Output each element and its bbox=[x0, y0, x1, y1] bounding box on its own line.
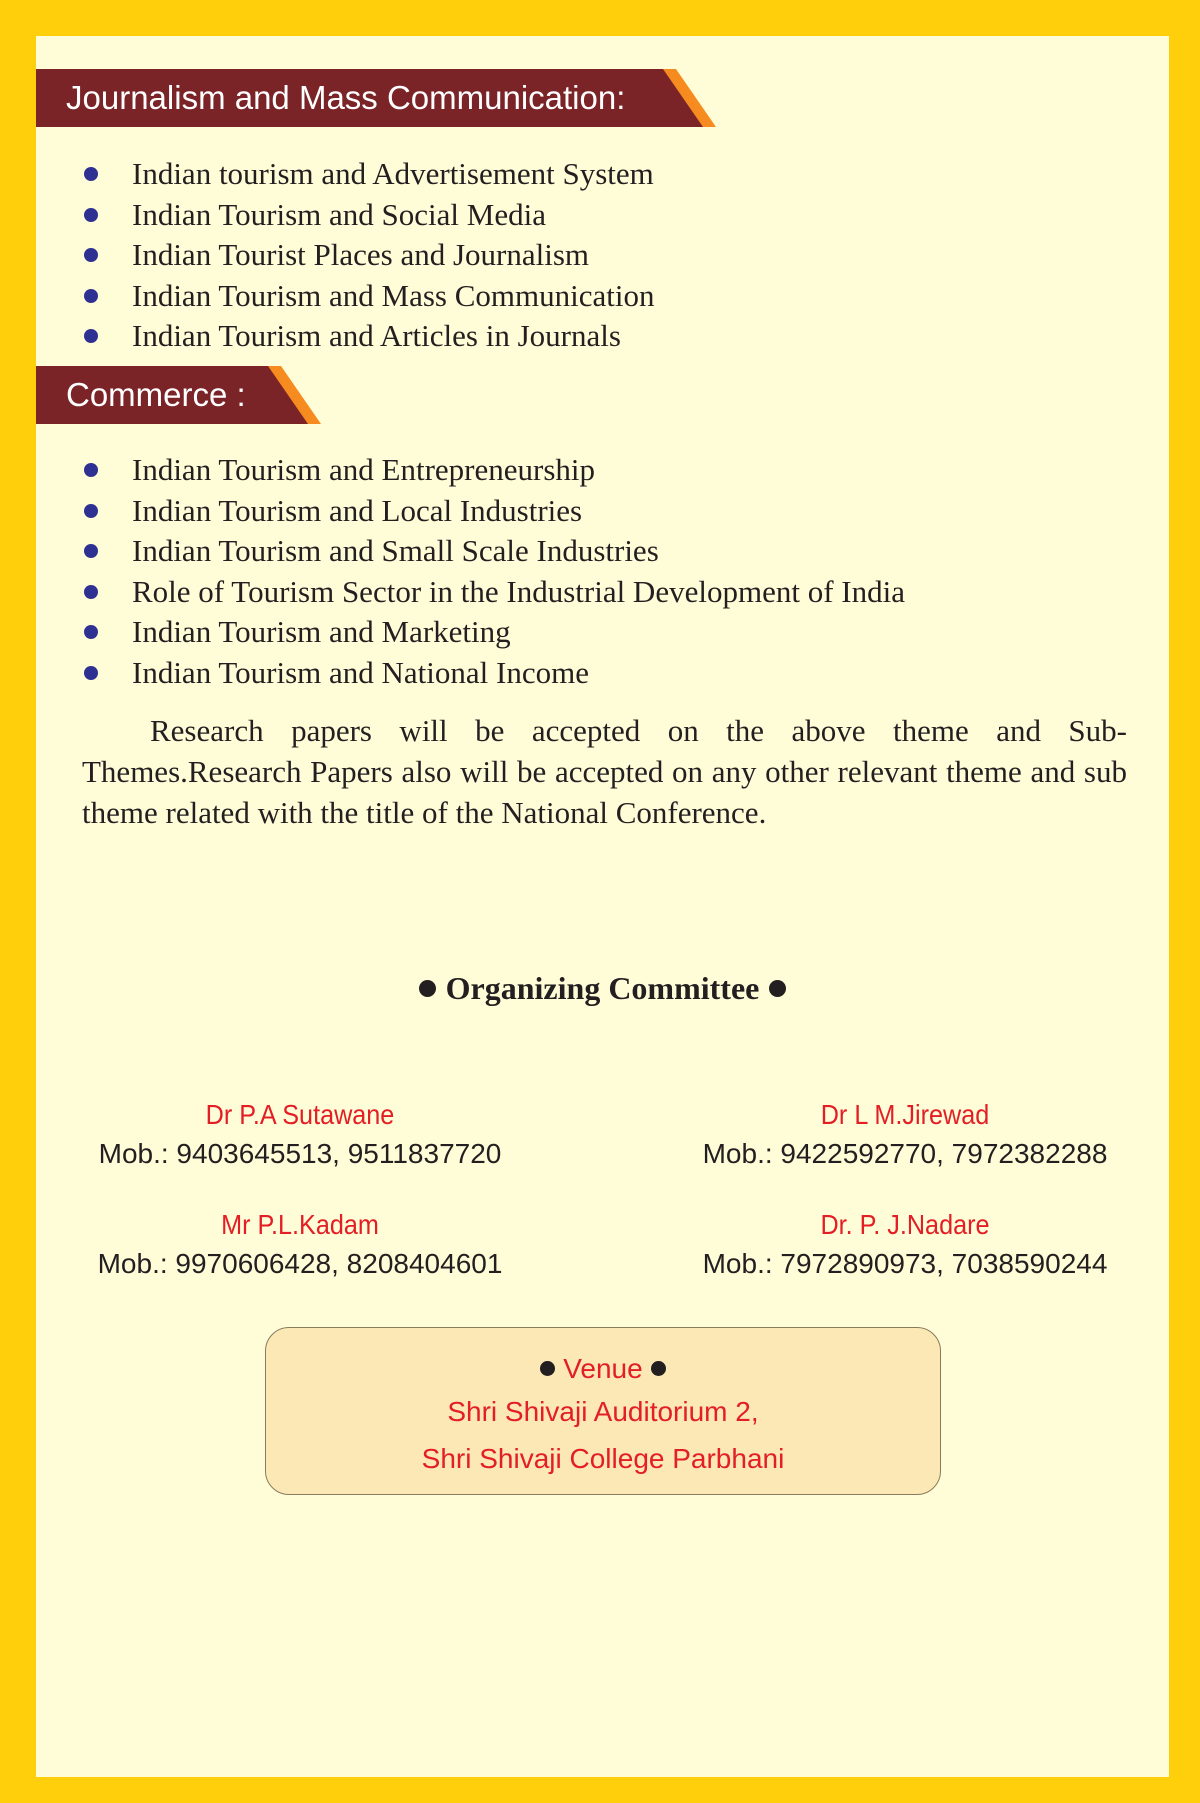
bullet-icon bbox=[84, 329, 98, 343]
venue-title: Venue bbox=[266, 1350, 940, 1388]
member-name: Mr P.L.Kadam bbox=[221, 1209, 379, 1240]
list-item: Indian Tourism and Mass Communication bbox=[36, 276, 655, 317]
bullet-icon bbox=[84, 248, 98, 262]
bullet-icon bbox=[84, 585, 98, 599]
list-item: Indian Tourist Places and Journalism bbox=[36, 235, 655, 276]
submission-note: Research papers will be accepted on the above theme and Sub-Themes.Research Papers also will be accepted on any other relevant theme and sub theme related with the title of the National Conference. bbox=[82, 713, 1127, 830]
list-item: Indian Tourism and National Income bbox=[36, 653, 905, 694]
list-item: Indian Tourism and Social Media bbox=[36, 195, 655, 236]
bullet-icon bbox=[84, 167, 98, 181]
member-mobile: Mob.: 9970606428, 8208404601 bbox=[97, 1248, 503, 1279]
section-heading: Journalism and Mass Communication: bbox=[66, 79, 626, 116]
list-item: Indian Tourism and Articles in Journals bbox=[36, 316, 655, 357]
member-mobile: Mob.: 7972890973, 7038590244 bbox=[702, 1248, 1108, 1279]
commerce-topic-list bbox=[36, 450, 905, 693]
member-name: Dr. P. J.Nadare bbox=[820, 1209, 990, 1240]
list-item: Indian Tourism and Entrepreneurship bbox=[36, 450, 905, 491]
list-item: Indian Tourism and Local Industries bbox=[36, 491, 905, 532]
section-banner-journalism bbox=[36, 69, 716, 127]
committee-member bbox=[90, 1207, 510, 1285]
bullet-icon bbox=[769, 980, 786, 997]
venue-line: Shri Shivaji College Parbhani bbox=[421, 1443, 785, 1474]
bullet-icon bbox=[84, 544, 98, 558]
member-name: Dr L M.Jirewad bbox=[820, 1099, 990, 1130]
section-heading: Commerce : bbox=[66, 376, 246, 413]
list-item: Indian Tourism and Marketing bbox=[36, 612, 905, 653]
list-item: Indian tourism and Advertisement System bbox=[36, 154, 655, 195]
venue-line: Shri Shivaji Auditorium 2, bbox=[447, 1396, 759, 1427]
member-name: Dr P.A Sutawane bbox=[205, 1099, 395, 1130]
page-frame bbox=[36, 36, 1169, 1777]
bullet-icon bbox=[84, 504, 98, 518]
member-mobile: Mob.: 9422592770, 7972382288 bbox=[702, 1138, 1108, 1169]
journalism-topic-list bbox=[36, 154, 655, 357]
committee-member bbox=[695, 1207, 1115, 1285]
committee-title: Organizing Committee bbox=[36, 968, 1169, 1008]
member-mobile: Mob.: 9403645513, 9511837720 bbox=[98, 1138, 502, 1169]
committee-member bbox=[695, 1097, 1115, 1175]
committee-member bbox=[90, 1097, 510, 1175]
bullet-icon bbox=[84, 625, 98, 639]
bullet-icon bbox=[84, 666, 98, 680]
venue-box bbox=[265, 1327, 941, 1495]
list-item: Role of Tourism Sector in the Industrial Development of India bbox=[36, 572, 905, 613]
section-banner-commerce bbox=[36, 366, 321, 424]
bullet-icon bbox=[419, 980, 436, 997]
bullet-icon bbox=[84, 289, 98, 303]
bullet-icon bbox=[540, 1361, 555, 1376]
list-item: Indian Tourism and Small Scale Industries bbox=[36, 531, 905, 572]
bullet-icon bbox=[651, 1361, 666, 1376]
bullet-icon bbox=[84, 463, 98, 477]
bullet-icon bbox=[84, 208, 98, 222]
